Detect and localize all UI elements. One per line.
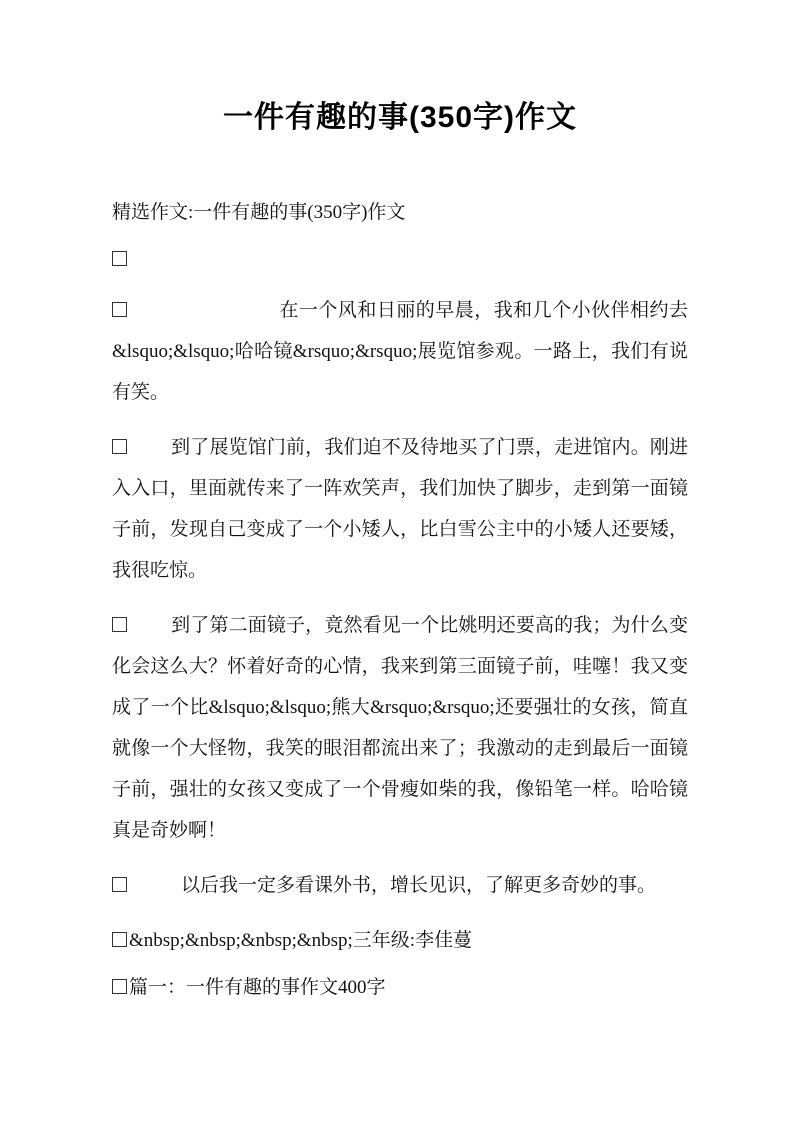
empty-box-line — [112, 239, 688, 280]
footer-note-line — [112, 967, 688, 1008]
paragraph-4 — [112, 865, 688, 906]
placeholder-box-icon — [112, 979, 127, 994]
signature-line — [112, 920, 688, 961]
page-title: 一件有趣的事(350字)作文 — [222, 101, 578, 134]
paragraph-3-text: 到了第二面镜子，竟然看见一个比姚明还要高的我；为什么变化会这么大？怀着好奇的心情，我来到第三面镜子前，哇噻！我又变成了一个比&lsquo;&lsquo;熊大&rsquo;&rsquo;还要强壮的女孩，简直就像一个大怪物，我笑的眼泪都流出来了；我激动的走到最后一面镜子前，强壮的女孩又变成了一个骨瘦如柴的我，像铅笔一样。哈哈镜真是奇妙啊！ — [112, 615, 688, 841]
paragraph-1-text: 在一个风和日丽的早晨，我和几个小伙伴相约去&lsquo;&lsquo;哈哈镜&rsquo;&rsquo;展览馆参观。一路上，我们有说有笑。 — [112, 300, 688, 403]
footer-note-text: 篇一：一件有趣的事作文400字 — [129, 977, 386, 998]
signature-text: &nbsp;&nbsp;&nbsp;&nbsp;三年级:李佳蔓 — [129, 930, 473, 951]
paragraph-2 — [112, 427, 688, 591]
document-subtitle: 精选作文:一件有趣的事(350字)作文 — [112, 202, 406, 223]
paragraph-2-text: 到了展览馆门前，我们迫不及待地买了门票，走进馆内。刚进入入口，里面就传来了一阵欢笑声，我们加快了脚步，走到第一面镜子前，发现自己变成了一个小矮人，比白雪公主中的小矮人还要矮，我很吃惊。 — [112, 437, 688, 581]
paragraph-1 — [112, 290, 688, 413]
placeholder-box-icon — [112, 302, 127, 317]
document-body — [0, 192, 800, 1008]
placeholder-box-icon — [112, 877, 127, 892]
placeholder-box-icon — [112, 617, 127, 632]
paragraph-4-text: 以后我一定多看课外书，增长见识，了解更多奇妙的事。 — [181, 875, 657, 896]
placeholder-box-icon — [112, 439, 127, 454]
placeholder-box-icon — [112, 932, 127, 947]
placeholder-box-icon — [112, 251, 127, 266]
paragraph-3 — [112, 605, 688, 851]
